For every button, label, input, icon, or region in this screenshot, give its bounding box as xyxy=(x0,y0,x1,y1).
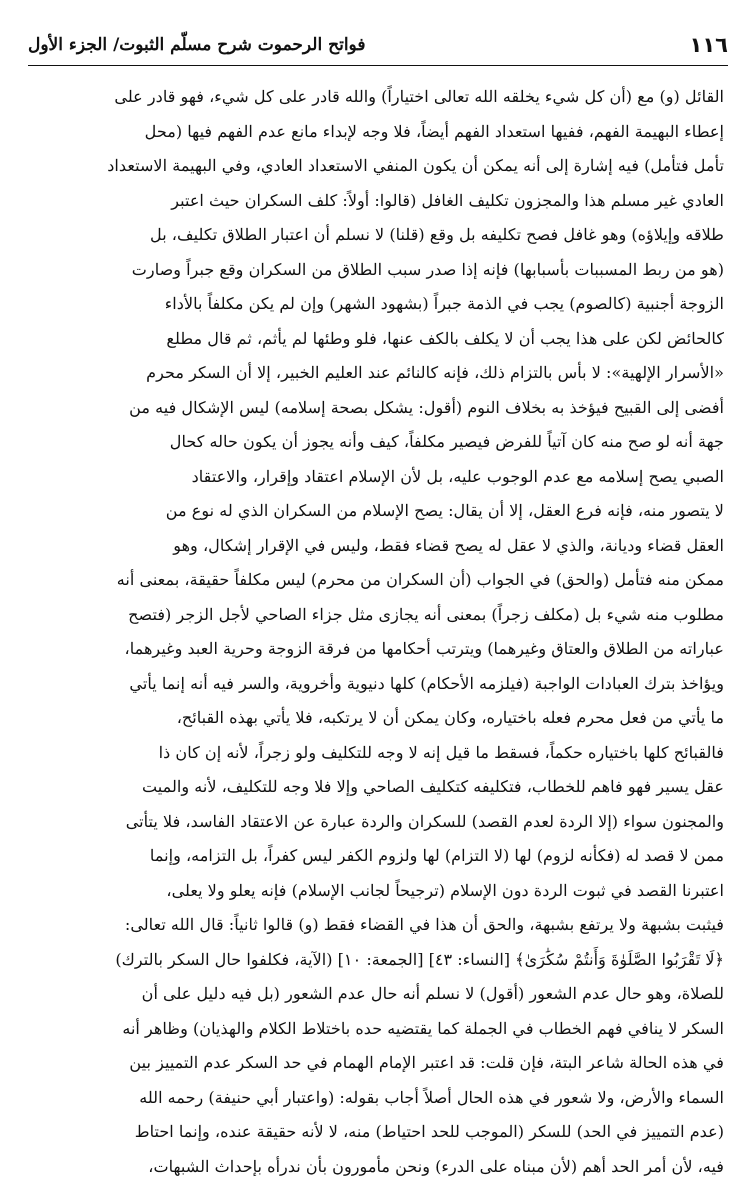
text-line: السماء والأرض، ولا شعور في هذه الحال أصلاً أجاب بقوله: (واعتبار أبي حنيفة) رحمه الله xyxy=(30,1081,724,1116)
body-text xyxy=(30,80,724,1184)
text-line: طلاقه وإيلاؤه) وهو غافل فصح تكليفه بل وقع (قلنا) لا نسلم أن اعتبار الطلاق تكليف، بل xyxy=(30,218,724,253)
text-line: ممن لا قصد له (فكأنه لزوم) لها (لا التزام) لها ولزوم الكفر ليس كفراً، بل التزامه، وإنما xyxy=(30,839,724,874)
text-line: فالقبائح كلها باختياره حكماً، فسقط ما قيل إنه لا وجه للتكليف ولو زجراً، لأنه إن كان ذا xyxy=(30,736,724,771)
text-line: العقل قضاء وديانة، والذي لا عقل له يصح قضاء فقط، وليس في الإقرار إشكال، وهو xyxy=(30,529,724,564)
text-line: السكر لا ينافي فهم الخطاب في الجملة كما يقتضيه حده باختلاط الكلام والهذيان) وظاهر أنه xyxy=(30,1012,724,1047)
text-line: العادي غير مسلم هذا والمجزون تكليف الغافل (قالوا: أولاً: كلف السكران حيث اعتبر xyxy=(30,184,724,219)
text-line: الزوجة أجنبية (كالصوم) يجب في الذمة جبراً (بشهود الشهر) وإن لم يكن مكلفاً بالأداء xyxy=(30,287,724,322)
text-line: ممكن منه فتأمل (والحق) في الجواب (أن السكران من محرم) ليس مكلفاً حقيقة، بمعنى أنه xyxy=(30,563,724,598)
page-header xyxy=(28,28,728,62)
text-line: ويؤاخذ بترك العبادات الواجبة (فيلزمه الأحكام) كلها دنيوية وأخروية، والسر فيه أنه إنما يأتي xyxy=(30,667,724,702)
text-line: (هو من ربط المسببات بأسبابها) فإنه إذا صدر سبب الطلاق من السكران وقع جبراً وصارت xyxy=(30,253,724,288)
text-line: فيه، لأن أمر الحد أهم (لأن مبناه على الدرء) ونحن مأمورون بأن ندرأه بإحداث الشبهات، xyxy=(30,1150,724,1184)
text-line: تأمل فتأمل) فيه إشارة إلى أنه يمكن أن يكون المنفي الاستعداد العادي، وفي البهيمة الاستعداد xyxy=(30,149,724,184)
text-line: عقل يسير فهو فاهم للخطاب، فتكليفه كتكليف الصاحي وإلا فلا وجه للتكليف، لأنه والميت xyxy=(30,770,724,805)
quran-verse-line: ﴿لَا تَقْرَبُوا الصَّلَوٰةَ وَأَنتُمْ سُكَٰرَىٰ﴾ [النساء: ٤٣] [الجمعة: ١٠] (الآية، فكلفوا حال السكر بالترك) xyxy=(30,943,724,978)
text-line: إعطاء البهيمة الفهم، ففيها استعداد الفهم أيضاً، فلا وجه لإبداء مانع عدم الفهم فيها (محل xyxy=(30,115,724,150)
text-line: عباراته من الطلاق والعتاق وغيرهما) ويترتب أحكامها من فرقة الزوجة وحرية العبد وغيرهما، xyxy=(30,632,724,667)
text-line: أفضى إلى القبيح فيؤخذ به بخلاف النوم (أقول: يشكل بصحة إسلامه) ليس الإشكال فيه من xyxy=(30,391,724,426)
text-line: فيثبت بشبهة ولا يرتفع بشبهة، والحق أن هذا في القضاء فقط (و) قالوا ثانياً: قال الله تعالى: xyxy=(30,908,724,943)
text-line: لا يتصور منه، فإنه فرع العقل، إلا أن يقال: يصح الإسلام من السكران الذي له نوع من xyxy=(30,494,724,529)
page-number: ١١٦ xyxy=(690,33,728,57)
running-title: فواتح الرحموت شرح مسلّم الثبوت/ الجزء الأول xyxy=(28,35,365,55)
text-line: اعتبرنا القصد في ثبوت الردة دون الإسلام (ترجيحاً لجانب الإسلام) فإنه يعلو ولا يعلى، xyxy=(30,874,724,909)
header-rule xyxy=(28,65,728,66)
text-line: القائل (و) مع (أن كل شيء يخلقه الله تعالى اختياراً) والله قادر على كل شيء، فهو قادر على xyxy=(30,80,724,115)
text-line: في هذه الحالة شاعر البتة، فإن قلت: قد اعتبر الإمام الهمام في حد السكر عدم التمييز بين xyxy=(30,1046,724,1081)
text-line: جهة أنه لو صح منه كان آتياً للفرض فيصير مكلفاً، كيف وأنه يجوز أن يكون حاله كحال xyxy=(30,425,724,460)
text-line: (عدم التمييز في الحد) للسكر (الموجب للحد احتياط) منه، لا لأنه حقيقة عنده، وإنما احتاط xyxy=(30,1115,724,1150)
text-line: «الأسرار الإلهية»: لا بأس بالتزام ذلك، فإنه كالنائم عند العليم الخبير، إلا أن السكر محرم xyxy=(30,356,724,391)
text-line: والمجنون سواء (إلا الردة لعدم القصد) للسكران والردة عبارة عن الاعتقاد الفاسد، فلا يتأتى xyxy=(30,805,724,840)
text-line: كالحائض لكن على هذا يجب أن لا يكلف بالكف عنها، فلو وطئها لم يأثم، ثم قال مطلع xyxy=(30,322,724,357)
text-line: للصلاة، وهو حال عدم الشعور (أقول) لا نسلم أنه حال عدم الشعور (بل فيه دليل على أن xyxy=(30,977,724,1012)
text-line: مطلوب منه شيء بل (مكلف زجراً) بمعنى أنه يجازى مثل جزاء الصاحي لأجل الزجر (فتصح xyxy=(30,598,724,633)
text-line: الصبي يصح إسلامه مع عدم الوجوب عليه، بل لأن الإسلام اعتقاد وإقرار، والاعتقاد xyxy=(30,460,724,495)
text-line: ما يأتي من فعل محرم فعله باختياره، وكان يمكن أن لا يرتكبه، فلا يأتي بهذه القبائح، xyxy=(30,701,724,736)
